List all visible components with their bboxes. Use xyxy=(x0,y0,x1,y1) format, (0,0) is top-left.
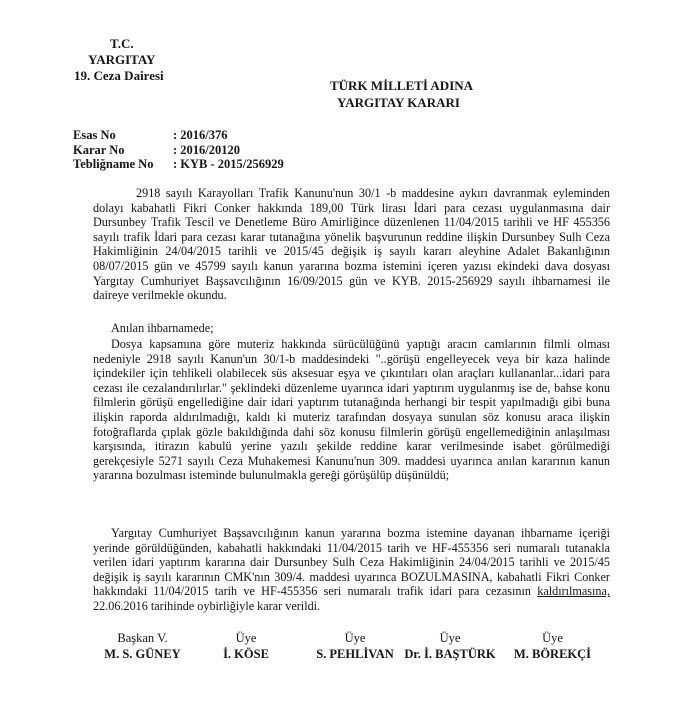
paragraph-ihbarname-intro: Anılan ihbarnamede; xyxy=(111,321,214,335)
header-tc: T.C. xyxy=(110,36,134,51)
signature-role: Üye xyxy=(235,631,257,645)
case-metadata xyxy=(73,128,284,172)
paragraph-decision xyxy=(93,526,610,614)
signature-role: Başkan V. xyxy=(117,631,168,645)
meta-value: : 2016/376 xyxy=(173,128,228,142)
meta-row-tebligname xyxy=(73,157,284,172)
decision-text-part1: Yargıtay Cumhuriyet Başsavcılığının kanun yararına bozma istemine dayanan ihbarname içeriği yerinde görüldüğünden, kabahatli hakkındaki 11/04/2015 tarih ve HF-455356 seri numaralı tutanakla verilen idari yaptırım kararına dair Dursunbey Sulh Ceza Hakimliğinin 24/04/2015 tarihli ve 2015/45 değişik iş sayılı kararının CMK'nın 309/4. maddesi uyarınca BOZULMASINA, kabahatli Fikri Conker hakkındaki 11/04/2015 tarih ve HF-455356 seri numaralı trafik idari para cezasının xyxy=(93,526,610,599)
meta-label: Tebliğname No xyxy=(73,157,154,171)
signature-president xyxy=(100,630,185,662)
document-title-line2: YARGITAY KARARI xyxy=(337,95,460,110)
signature-role: Üye xyxy=(439,631,461,645)
decision-text-part2: 22.06.2016 tarihinde oybirliğiyle karar verildi. xyxy=(93,598,321,613)
document-title-line1: TÜRK MİLLETİ ADINA xyxy=(330,78,474,93)
header-department: 19. Ceza Dairesi xyxy=(74,68,164,83)
signature-member-4 xyxy=(505,630,600,662)
meta-row-esas xyxy=(73,128,284,143)
paragraph-ihbarname-content: Dosya kapsamına göre muteriz hakkında sürücülüğünü yaptığı aracın camlarının filmli olması nedeniyle 2918 sayılı Kanun'un 30/1-b maddesindeki "..görüşü engelleyecek veya bir kaza halinde içindekiler için tehlikeli olabilecek süs aksesuar eşya ve çıkıntıları olan araçları kullananlar...idari para cezası ile cezalandırılırlar." şeklindeki düzenleme uyarınca idari yaptırım uygulanmış ise de, bahse konu filmlerin görüşü engellediğine dair idari yaptırım tutanağında herhangi bir tespit yapılmadığı gibi buna ilişkin raporda aldırılmadığı, kaldı ki muteriz tarafından dosyaya sunulan söz konusu araca ilişkin fotoğraflarda çıplak gözle bakıldığında dahi söz konusu filmlerin görüşü engellemediğinin anlaşılması karşısında, itirazın kabulü yerine yazılı şekilde reddine karar verilmesinde isabet görülmediği gerekçesiyle 5271 sayılı Ceza Muhakemesi Kanunu'nun 309. maddesi uyarınca anılan kararının kanun yararına bozulması isteminde bulunulmakla gereği görüşülüp düşünüldü; xyxy=(93,337,610,483)
header-court-name: YARGITAY xyxy=(88,52,156,67)
paragraph-case-summary: 2918 sayılı Karayolları Trafik Kanunu'nun 30/1 -b maddesine aykırı davranmak eyleminden dolayı kabahatli Fikri Conker hakkında 189,00 Türk lirası İdari para cezası uygulanmasına dair Dursunbey Trafik Tescil ve Denetleme Büro Amirliğince düzenlenen 11/04/2015 tarihli ve HF 455356 sayılı trafik İdari para cezası karar tutanağına yönelik başvurunun reddine ilişkin Dursunbey Sulh Ceza Hakimliğinin 24/04/2015 tarihli ve 2015/45 değişik iş sayılı kararı aleyhine Adalet Bakanlığının 08/07/2015 gün ve 45799 sayılı kanun yararına bozma istemini içeren yazısı ekindeki dava dosyası Yargıtay Cumhuriyet Başsavcılığının 16/09/2015 gün ve KYB. 2015-256929 sayılı ihbarnamesi ile daireye verilmekle okundu. xyxy=(93,186,610,303)
signature-name: S. PEHLİVAN xyxy=(316,647,394,661)
meta-label: Karar No xyxy=(73,142,125,157)
signature-member-3 xyxy=(395,630,505,662)
signature-role: Üye xyxy=(542,631,563,645)
meta-row-karar xyxy=(73,143,284,158)
decision-text-underlined: kaldırılmasına, xyxy=(537,584,610,599)
signature-name: M. S. GÜNEY xyxy=(104,647,181,661)
signature-name: Dr. İ. BAŞTÜRK xyxy=(404,647,496,661)
signature-role: Üye xyxy=(344,631,366,645)
signature-member-1 xyxy=(211,630,281,662)
signature-name: İ. KÖSE xyxy=(223,647,269,661)
meta-value: : 2016/20120 xyxy=(173,142,241,157)
meta-label: Esas No xyxy=(73,128,116,142)
signature-name: M. BÖREKÇİ xyxy=(513,647,592,661)
meta-value: : KYB - 2015/256929 xyxy=(173,157,284,171)
signature-member-2 xyxy=(300,630,410,662)
